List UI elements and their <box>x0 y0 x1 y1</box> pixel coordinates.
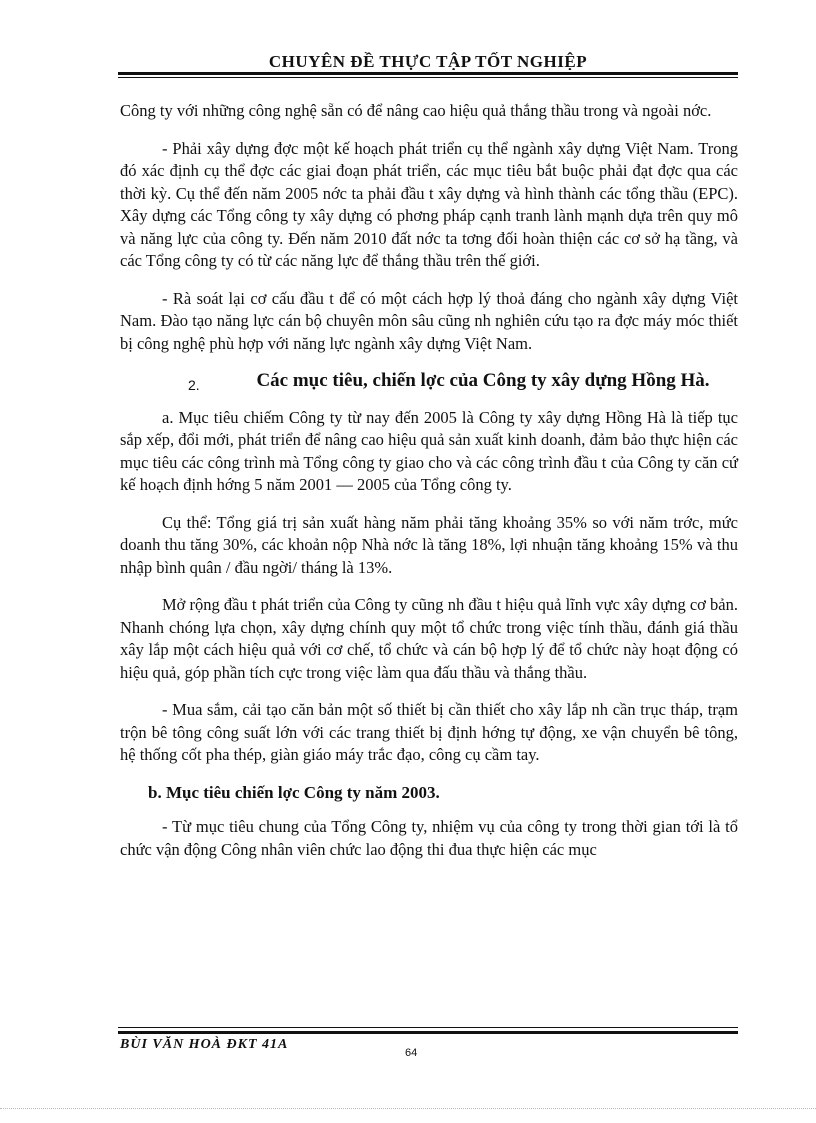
document-body <box>120 100 738 876</box>
paragraph-2: - Phải xây dựng đợc một kế hoạch phát triển cụ thể ngành xây dựng Việt Nam. Trong đó xác định cụ thể đợc các giai đoạn phát triển, các mục tiêu bắt buộc phải đạt đợc qua các thời kỳ. Cụ thể đến năm 2005 nớc ta phải đầu t xây dựng và hình thành các tổng thầu (EPC). Xây dựng các Tổng công ty xây dựng có phơng pháp cạnh tranh lành mạnh dựa trên quy mô và năng lực của công ty. Đến năm 2010 đất nớc ta tơng đối hoàn thiện các cơ sở hạ tầng, và các Tổng công ty có từ các năng lực để thắng thầu trên thế giới. <box>120 138 738 270</box>
header-rule-thick <box>118 72 738 75</box>
footer-rule-thin <box>118 1027 738 1028</box>
page-number: 64 <box>405 1047 418 1059</box>
header-rule-thin <box>118 77 738 78</box>
paragraph-3: - Rà soát lại cơ cấu đầu t để có một cách hợp lý thoả đáng cho ngành xây dựng Việt Nam. Đào tạo năng lực cán bộ chuyên môn sâu cũng nh nghiên cứu tạo ra đợc máy móc thiết bị công nghệ phù hợp với năng lực ngành xây dựng Việt Nam. <box>120 288 738 353</box>
section-title: Các mục tiêu, chiến lợc của Công ty xây dựng Hồng Hà. <box>256 370 710 391</box>
footer-rule-thick <box>118 1031 738 1034</box>
paragraph-1: Công ty với những công nghệ sẵn có để nâng cao hiệu quả thắng thầu trong và ngoài nớc. <box>120 101 712 120</box>
paragraph-5: Cụ thể: Tổng giá trị sản xuất hàng năm phải tăng khoảng 35% so với năm trớc, mức doanh thu tăng 30%, các khoản nộp Nhà nớc là tăng 18%, lợi nhuận tăng khoảng 15% và thu nhập bình quân / đầu ngời/ tháng là 13%. <box>120 512 738 577</box>
section-heading <box>120 370 738 397</box>
paragraph-6: Mở rộng đầu t phát triển của Công ty cũng nh đầu t hiệu quả lĩnh vực xây dựng cơ bản. Nhanh chóng lựa chọn, xây dựng chính quy một tổ chức trong việc tính thầu, đánh giá thầu xây lắp một cách hiệu quả với cơ chế, tổ chức và cán bộ hợp lý để tổ chức này hoạt động có hiệu quả, góp phần tích cực trong việc làm qua đấu thầu và thắng thầu. <box>120 595 738 682</box>
paragraph-4: a. Mục tiêu chiếm Công ty từ nay đến 2005 là Công ty xây dựng Hồng Hà là tiếp tục sắp xếp, đổi mới, phát triển để nâng cao hiệu quả sản xuất kinh doanh, đảm bảo thực hiện các mục tiêu các công trình mà Tổng công ty giao cho và các công trình đầu t của Công ty căn cứ kế hoạch định hớng 5 năm 2001 — 2005 của Tổng công ty. <box>120 407 738 494</box>
paragraph-8: - Từ mục tiêu chung của Tổng Công ty, nhiệm vụ của công ty trong thời gian tới là tổ chức vận động Công nhân viên chức lao động thi đua thực hiện các mục <box>120 817 738 859</box>
page-header-title: CHUYÊN ĐỀ THỰC TẬP TỐT NGHIỆP <box>268 52 588 70</box>
section-number: 2. <box>188 377 200 393</box>
footer-author: BÙI VĂN HOÀ ĐKT 41A <box>120 1037 289 1052</box>
sub-heading: b. Mục tiêu chiến lợc Công ty năm 2003. <box>148 782 440 802</box>
paragraph-7: - Mua sắm, cải tạo căn bản một số thiết bị cần thiết cho xây lắp nh cần trục tháp, trạm trộn bê tông công suất lớn với các trang thiết bị định hớng tự động, xe vận chuyển bê tông, hệ thống cốt pha thép, giàn giáo máy trắc đạo, công cụ cầm tay. <box>120 700 738 764</box>
page-edge-divider <box>0 1108 816 1110</box>
